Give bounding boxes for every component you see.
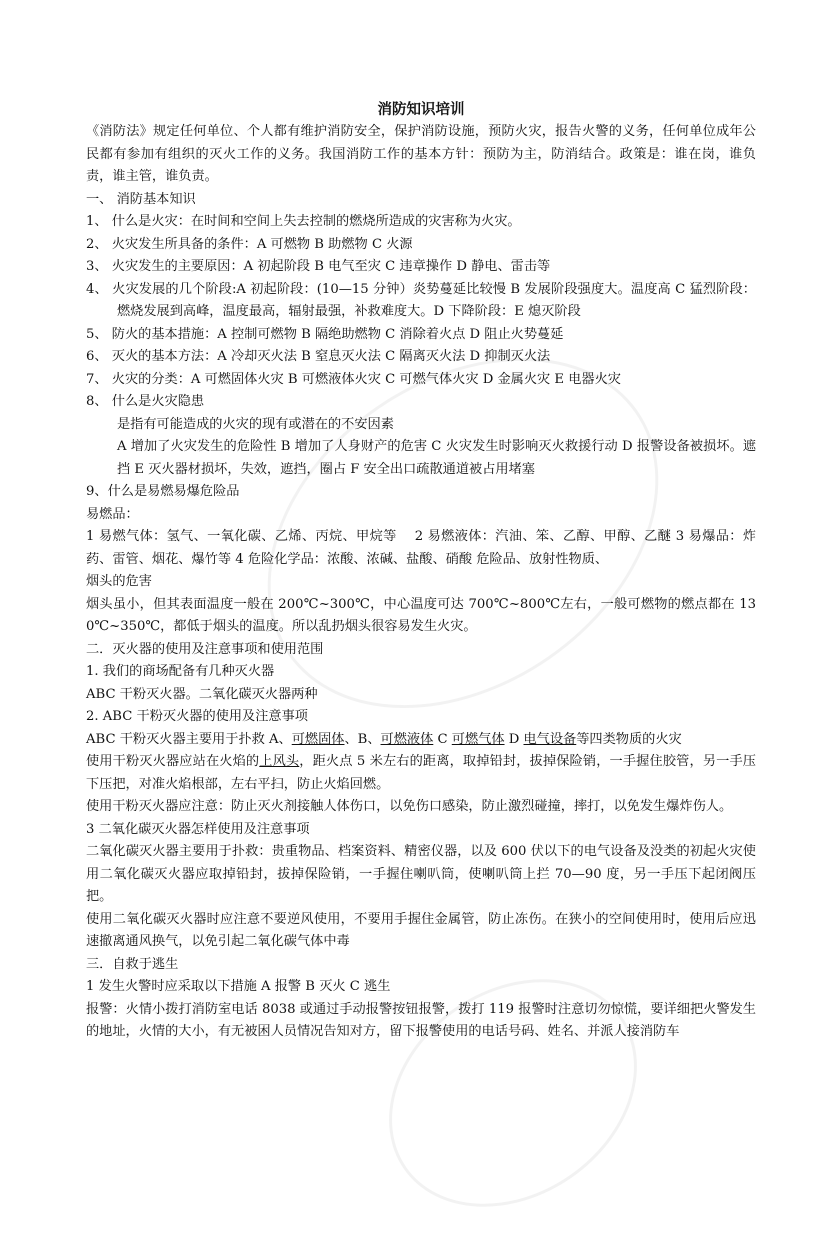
section-3-alarm-text: 报警：火情小拨打消防室电话 8038 或通过手动报警按钮报警，拨打 119 报警时注意切勿惊慌，要详细把火警发生的地址，火情的大小，有无被困人员情况告知对方，留下报警使用的电话号码、姓名、并派人接消防车 [86,1001,756,1039]
section-2-answer-3: 二氧化碳灭火器主要用于扑救：贵重物品、档案资料、精密仪器，以及 600 伏以下的电气设备及没类的初起火灾使用二氧化碳灭火器应取掉铅封，拔掉保险销，一手握住喇叭筒，使喇叭筒上拦 70—90 度，另一手压下起闭阀压把。 [86,844,756,904]
hazard-detail: A 增加了火灾发生的危险性 B 增加了人身财产的危害 C 火灾发生时影响灭火救援行动 D 报警设备被损坏。遮挡 E 灭火器材损坏，失效，遮挡，圈占 F 安全出口疏散通道被占用堵塞 [117,439,756,477]
text-span: 使用干粉灭火器应站在火焰的 [86,754,260,769]
section-2-question-3: 3 二氧化碳灭火器怎样使用及注意事项 [86,821,310,837]
underlined-term: 可燃液体 [380,731,434,747]
section-1-item-9: 9、什么是易燃易爆危险品 [86,484,240,499]
section-1-item-8: 8、 什么是火灾隐患 [86,394,205,409]
document-page [86,100,756,1044]
flammables-label: 易燃品： [86,506,139,522]
section-1-item-2: 2、 火灾发生所具备的条件：A 可燃物 B 助燃物 C 火源 [86,236,413,252]
section-1-item-4: 4、 火灾发展的几个阶段:A 初起阶段：(10—15 分钟）炎势蔓延比较慢 B 发展阶段强度大。温度高 C 猛烈阶段：燃烧发展到高峰，温度最高，辐射最强，补救难度大。D 下降阶段：E 熄灭阶段 [86,281,756,319]
text-span: 、B、 [344,731,381,747]
text-span: ABC 干粉灭火器主要用于扑救 A、 [86,731,292,747]
hazard-definition: 是指有可能造成的火灾的现有或潜在的不安因素 [117,416,394,432]
section-2-answer-3-note: 使用二氧化碳灭火器时应注意不要逆风使用，不要用手握住金属管，防止冻伤。在狭小的空间使用时，使用后应迅速撤离通风换气，以免引起二氧化碳气体中毒 [86,911,756,949]
intro-paragraph: 《消防法》规定任何单位、个人都有维护消防安全，保护消防设施，预防火灾，报告火警的义务，任何单位成年公民都有参加有组织的灭火工作的义务。我国消防工作的基本方针：预防为主，防消结合。政策是：谁在岗，谁负责，谁主管，谁负责。 [86,124,756,184]
cigarette-hazard-title: 烟头的危害 [86,574,152,589]
underlined-term: 上风头 [259,754,300,769]
flammables-list: 1 易燃气体：氢气、一氧化碳、乙烯、丙烷、甲烷等 2 易燃液体：汽油、笨、乙醇、甲醇、乙醚 3 易爆品：炸药、雷管、烟花、爆竹等 4 危险化学品：浓酸、浓碱、盐酸、硝酸 危险品、放射性物质、 [86,529,756,567]
text-span: 等四类物质的火灾 [576,731,682,747]
underlined-term: 可燃气体 [451,731,505,747]
section-1-item-6: 6、 灭火的基本方法：A 冷却灭火法 B 窒息灭火法 C 隔离灭火法 D 抑制灭火法 [86,349,551,364]
section-1-item-7: 7、 火灾的分类：A 可燃固体火灾 B 可燃液体火灾 C 可燃气体火灾 D 金属火灾 E 电器火灾 [86,371,621,387]
section-1-item-3: 3、 火灾发生的主要原因：A 初起阶段 B 电气至灾 C 违章操作 D 静电、雷击等 [86,259,551,274]
section-2-question-2: 2. ABC 干粉灭火器的使用及注意事项 [86,709,308,724]
section-1-item-1: 1、 什么是火灾：在时间和空间上失去控制的燃烧所造成的灾害称为火灾。 [86,214,521,229]
underlined-term: 电气设备 [523,731,577,747]
section-2-answer-2-note: 使用干粉灭火器应注意：防止灭火剂接触人体伤口，以免伤口感染，防止激烈碰撞，摔打，以免发生爆炸伤人。 [86,799,733,814]
text-span: D [504,731,524,747]
page-title: 消防知识培训 [377,101,465,118]
underlined-term: 可燃固体 [291,731,345,747]
section-3-question-1: 1 发生火警时应采取以下措施 A 报警 B 灭火 C 逃生 [86,979,391,994]
section-1-item-5: 5、 防火的基本措施：A 控制可燃物 B 隔绝助燃物 C 消除着火点 D 阻止火势蔓延 [86,326,564,342]
section-2-question-1: 1. 我们的商场配备有几种灭火器 [86,664,275,679]
section-1-heading: 一、 消防基本知识 [86,191,196,207]
cigarette-hazard-text: 烟头虽小，但其表面温度一般在 200℃~300℃，中心温度可达 700℃~800℃左右，一般可燃物的燃点都在 130℃~350℃，都低于烟头的温度。所以乱扔烟头很容易发生火灾。 [86,596,756,634]
text-span: ，距火点 5 米左右的距离，取掉铅封，拔掉保险销，一手握住胶管，另一手压下压把，对准火焰根部，左右平扫，防止火焰回燃。 [86,754,756,792]
section-2-answer-1: ABC 干粉灭火器。二氧化碳灭火器两种 [86,686,318,702]
section-3-heading: 三．自救于逃生 [86,956,179,972]
section-2-heading: 二．灭火器的使用及注意事项和使用范围 [86,641,324,657]
section-2-answer-2-usage [86,751,756,796]
text-span: C [433,731,452,747]
section-2-answer-2 [86,729,756,752]
